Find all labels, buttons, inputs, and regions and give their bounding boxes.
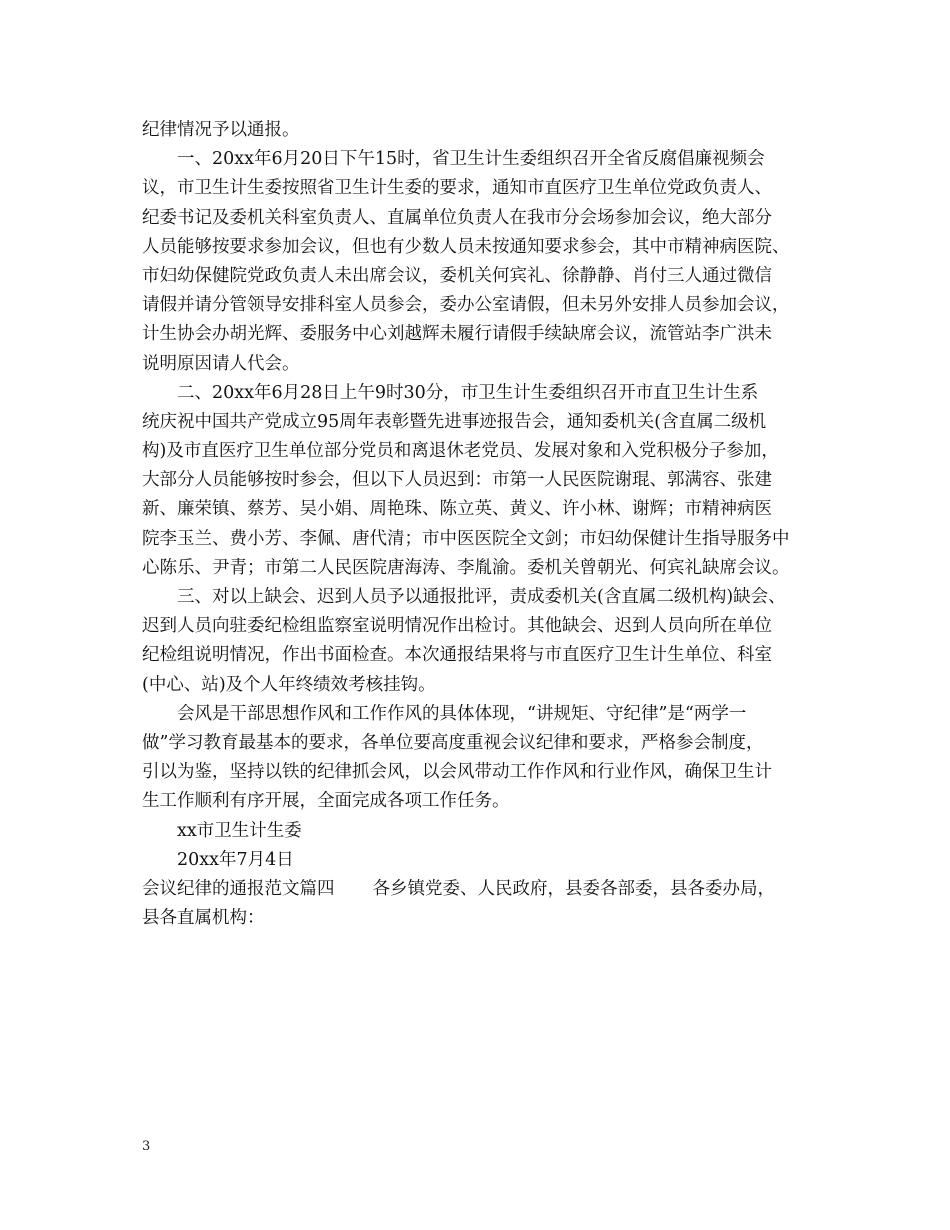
text-line: 生工作顺利有序开展，全面完成各项工作任务。	[142, 791, 510, 812]
text-line: 心陈乐、尹青；市第二人民医院唐海涛、李胤渝。委机关曾朝光、何宾礼缺席会议。	[142, 557, 790, 578]
text-line: 构)及市直医疗卫生单位部分党员和离退休老党员、发展对象和入党积极分子参加，	[142, 441, 779, 462]
text-line: (中心、站)及个人年终绩效考核挂钩。	[142, 674, 436, 695]
text-line: 迟到人员向驻委纪检组监察室说明情况作出检讨。其他缺会、迟到人员向所在单位	[142, 616, 772, 637]
text-line: 人员能够按要求参加会议，但也有少数人员未按通知要求参会，其中市精神病医院、	[142, 236, 790, 257]
heading-line	[142, 875, 822, 904]
text-line: 做”学习教育最基本的要求，各单位要高度重视会议纪律和要求，严格参会制度，	[142, 732, 764, 753]
text-line: 引以为鉴，坚持以铁的纪律抓会风，以会风带动工作作风和行业作风，确保卫生计	[142, 762, 772, 783]
page-number: 3	[142, 1139, 151, 1154]
text-line: 纪检组说明情况，作出书面检查。本次通报结果将与市直医疗卫生计生单位、科室	[142, 645, 772, 666]
text-line: 统庆祝中国共产党成立95周年表彰暨先进事迹报告会，通知委机关(含直属二级机	[142, 411, 767, 432]
section-title: 会议纪律的通报范文篇四	[142, 878, 335, 899]
text-line: 计生协会办胡光辉、委服务中心刘越辉未履行请假手续缺席会议，流管站李广洪未	[142, 324, 772, 345]
text-line: 纪律情况予以通报。	[142, 120, 300, 140]
text-line: 新、廉荣镇、蔡芳、吴小娟、周艳珠、陈立英、黄义、许小林、谢辉；市精神病医	[142, 499, 772, 520]
body-text	[142, 116, 822, 933]
paragraph-start: 一、20xx年6月20日下午15时，省卫生计生委组织召开全省反腐倡廉视频会	[177, 149, 765, 170]
signature-org: xx市卫生计生委	[177, 820, 302, 841]
text-line: 县各直属机构：	[142, 908, 265, 929]
text-line: 说明原因请人代会。	[142, 353, 300, 374]
text-line: 纪委书记及委机关科室负责人、直属单位负责人在我市分会场参加会议，绝大部分	[142, 207, 772, 228]
addressees: 各乡镇党委、人民政府，县委各部委，县各委办局，	[372, 878, 775, 899]
paragraph-start: 会风是干部思想作风和工作作风的具体体现，“讲规矩、守纪律”是“两学一	[177, 703, 747, 724]
paragraph-start: 二、20xx年6月28日上午9时30分，市卫生计生委组织召开市直卫生计生系	[177, 382, 759, 403]
signature-date: 20xx年7月4日	[177, 849, 294, 870]
paragraph-start: 三、对以上缺会、迟到人员予以通报批评，责成委机关(含直属二级机构)缺会、	[177, 587, 786, 607]
text-line: 院李玉兰、费小芳、李佩、唐代清；市中医医院全文剑；市妇幼保健计生指导服务中	[142, 528, 790, 549]
text-line: 请假并请分管领导安排科室人员参会，委办公室请假，但未另外安排人员参加会议，	[142, 295, 790, 316]
text-line: 大部分人员能够按时参会，但以下人员迟到：市第一人民医院谢琨、郭满容、张建	[142, 470, 772, 491]
text-line: 市妇幼保健院党政负责人未出席会议，委机关何宾礼、徐静静、肖付三人通过微信	[142, 265, 772, 286]
text-line: 议，市卫生计生委按照省卫生计生委的要求，通知市直医疗卫生单位党政负责人、	[142, 178, 772, 199]
